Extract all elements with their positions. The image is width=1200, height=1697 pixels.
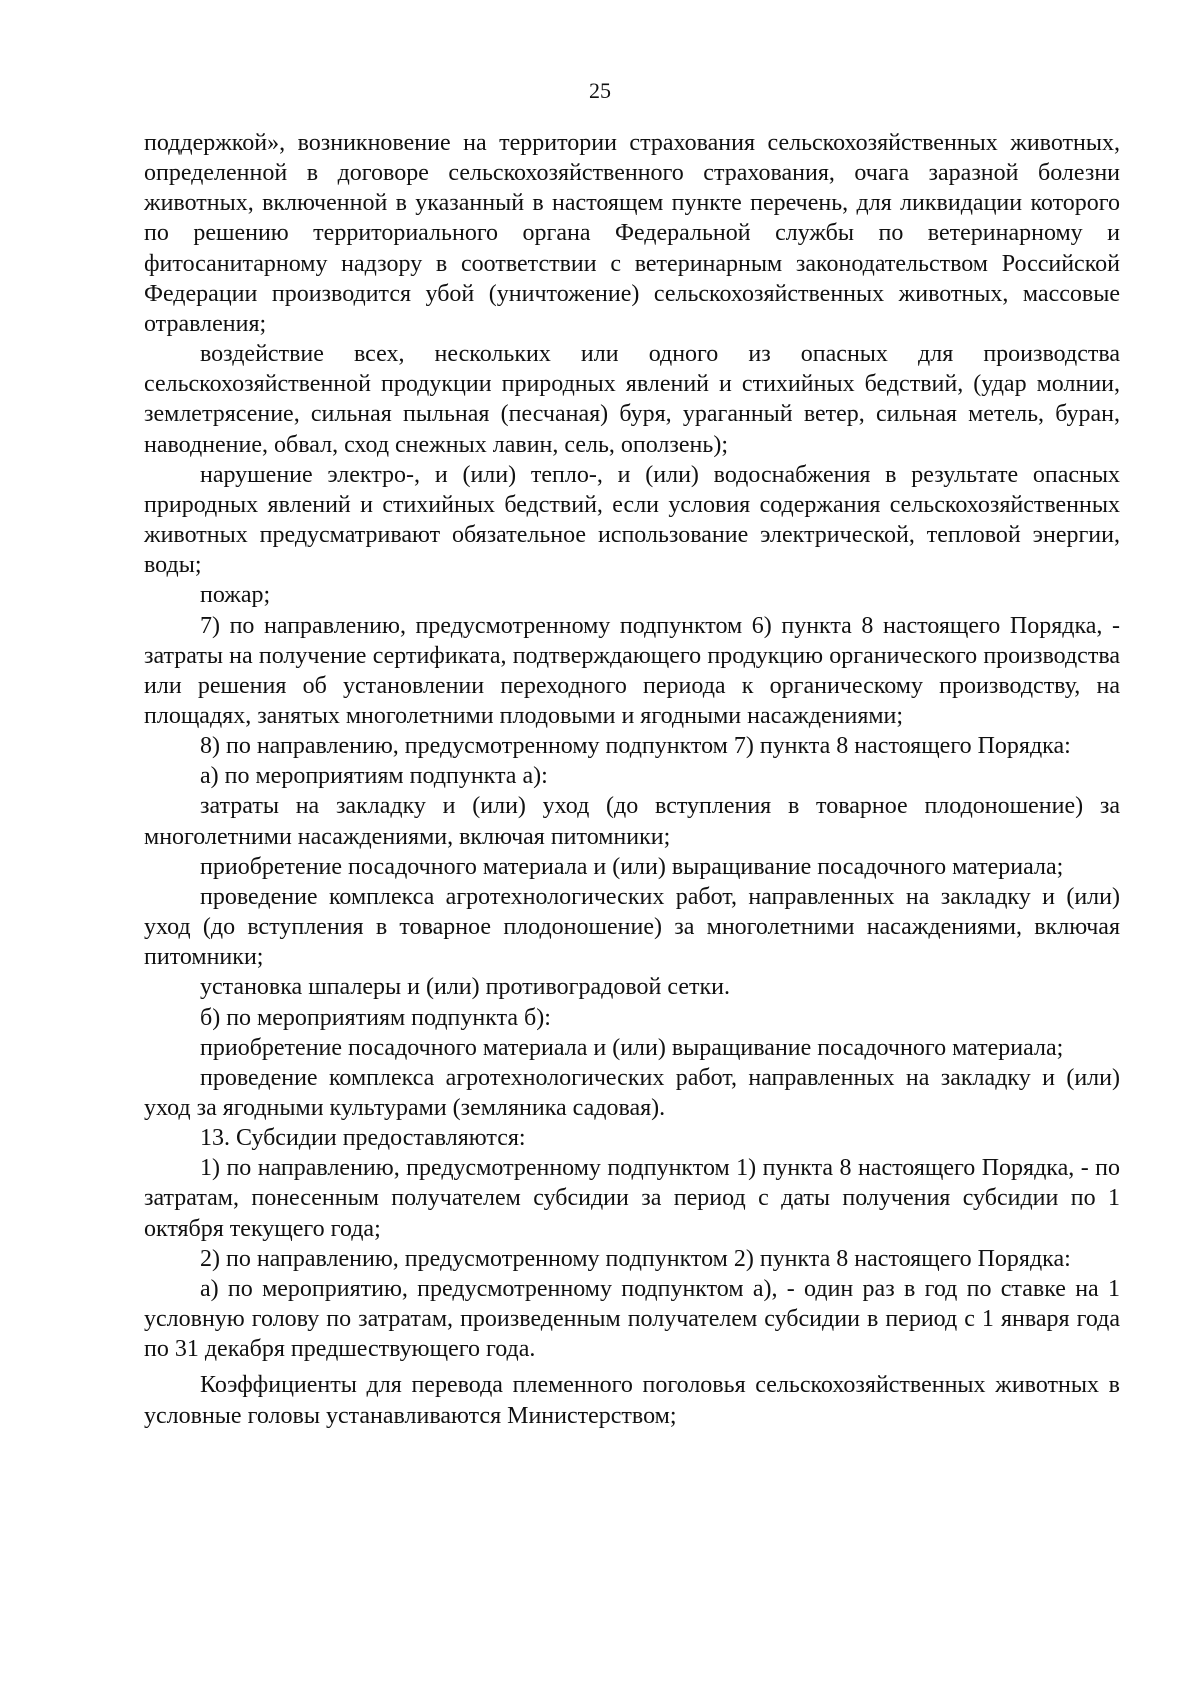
paragraph-item-13-1: 1) по направлению, предусмотренному подпунктом 1) пункта 8 настоящего Порядка, - по затратам, понесенным получателем субсидии за период с даты получения субсидии по 1 октября текущего года; xyxy=(144,1155,1120,1242)
paragraph-natural-disasters: воздействие всех, нескольких или одного из опасных для производства сельскохозяйственной продукции природных явлений и стихийных бедствий, (удар молнии, землетрясение, сильная пыльная (песчаная) буря, ураганный ветер, сильная метель, буран, наводнение, обвал, сход снежных лавин, сель, оползень); xyxy=(144,341,1120,458)
paragraph-item-8: 8) по направлению, предусмотренному подпунктом 7) пункта 8 настоящего Порядка: xyxy=(200,733,1071,760)
paragraph-fire: пожар; xyxy=(200,582,271,609)
paragraph-agrotech-works: проведение комплекса агротехнологических работ, направленных на закладку и (или) уход (до вступления в товарное плодоношение) за многолетними насаждениями, включая питомники; xyxy=(144,883,1120,971)
paragraph-trellis: установка шпалеры и (или) противоградовой сетки. xyxy=(200,974,730,1001)
paragraph-item-13-2-a: а) по мероприятию, предусмотренному подпунктом а), - один раз в год по ставке на 1 условную голову по затратам, произведенным получателем субсидии в период с 1 января года по 31 декабря предшествующего года. xyxy=(144,1275,1120,1363)
paragraph-item-13-2: 2) по направлению, предусмотренному подпунктом 2) пункта 8 настоящего Порядка: xyxy=(200,1245,1071,1272)
document-body xyxy=(144,128,1120,1431)
paragraph-subitem-a: а) по мероприятиям подпункта а): xyxy=(200,763,548,790)
paragraph-agrotech-berries: проведение комплекса агротехнологических работ, направленных на закладку и (или) уход за ягодными культурами (земляника садовая). xyxy=(144,1064,1120,1121)
paragraph-item-7: 7) по направлению, предусмотренному подпунктом 6) пункта 8 настоящего Порядка, - затраты на получение сертификата, подтверждающего продукцию органического производства или решения об установлении переходного периода к органическому производству, на площадях, занятых многолетними плодовыми и ягодными насаждениями; xyxy=(144,612,1120,729)
paragraph-planting-material-b: приобретение посадочного материала и (или) выращивание посадочного материала; xyxy=(200,1034,1064,1061)
paragraph-item-13: 13. Субсидии предоставляются: xyxy=(200,1125,526,1152)
paragraph-continuation: поддержкой», возникновение на территории страхования сельскохозяйственных животных, определенной в договоре сельскохозяйственного страхования, очага заразной болезни животных, включенной в указанный в настоящем пункте перечень, для ликвидации которого по решению территориального органа Федеральной службы по ветеринарному и фитосанитарному надзору в соответствии с ветеринарным законодательством Российской Федерации производится убой (уничтожение) сельскохозяйственных животных, массовые отравления; xyxy=(144,130,1120,337)
paragraph-utility-disruption: нарушение электро-, и (или) тепло-, и (или) водоснабжения в результате опасных природных явлений и стихийных бедствий, если условия содержания сельскохозяйственных животных предусматривают обязательное использование электрической, тепловой энергии, воды; xyxy=(144,461,1120,579)
page-number: 25 xyxy=(589,78,611,103)
paragraph-planting-costs: затраты на закладку и (или) уход (до вступления в товарное плодоношение) за многолетними насаждениями, включая питомники; xyxy=(144,793,1120,850)
paragraph-subitem-b: б) по мероприятиям подпункта б): xyxy=(200,1004,551,1031)
paragraph-planting-material: приобретение посадочного материала и (или) выращивание посадочного материала; xyxy=(200,853,1064,880)
paragraph-coefficients: Коэффициенты для перевода племенного поголовья сельскохозяйственных животных в условные головы устанавливаются Министерством; xyxy=(144,1372,1120,1429)
